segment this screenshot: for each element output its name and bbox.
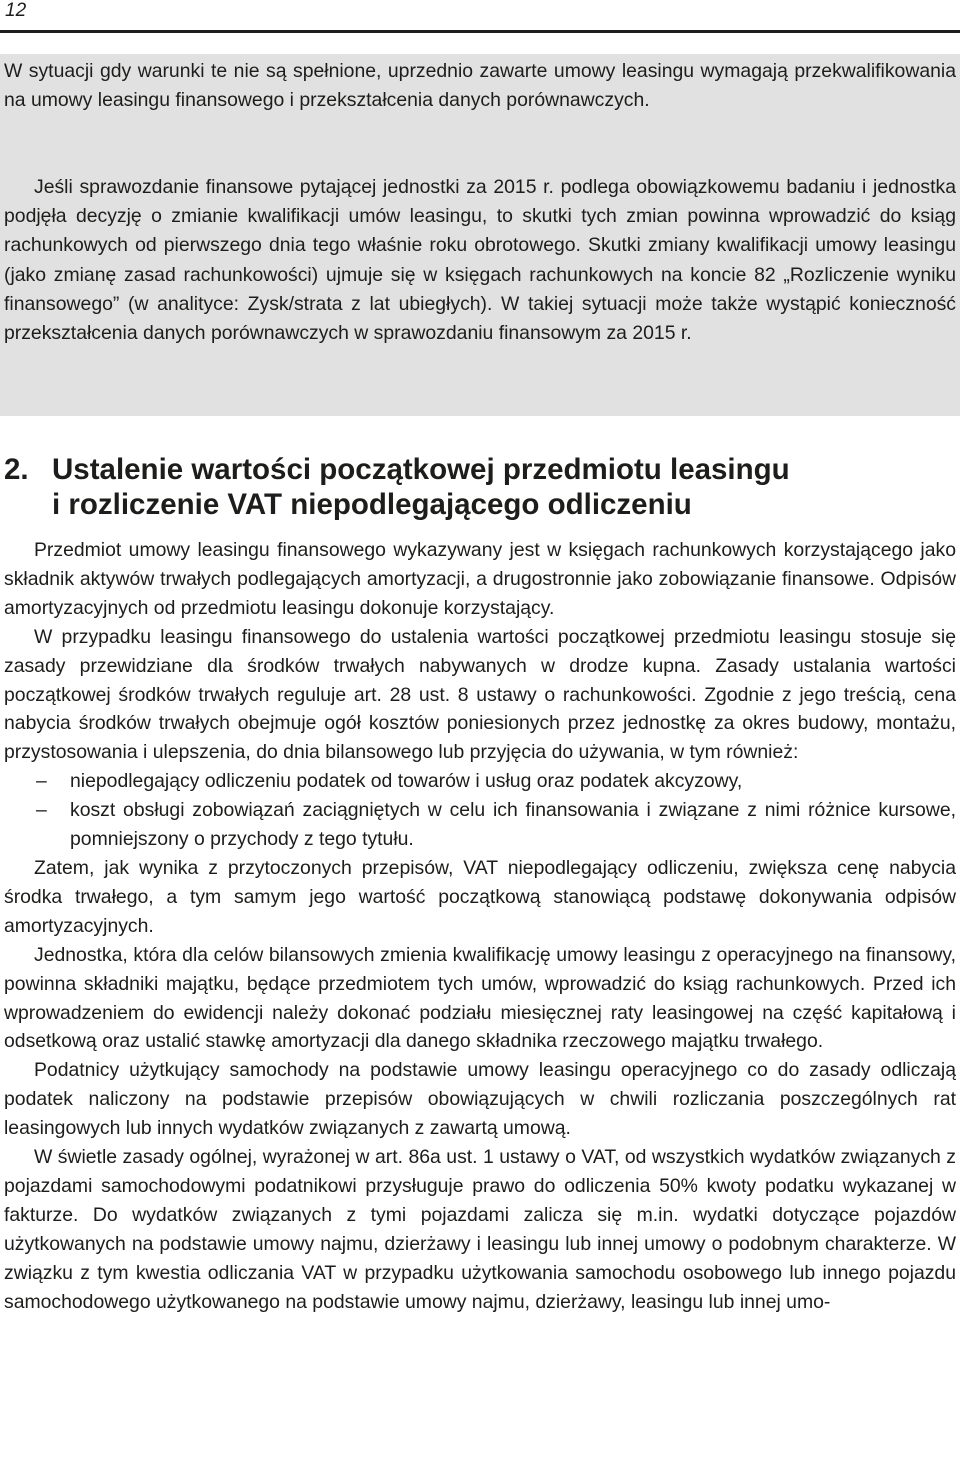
highlight-box (0, 54, 960, 416)
list-item (4, 767, 956, 796)
body-paragraph-3: Zatem, jak wynika z przytoczonych przepisów, VAT niepodlegający odliczeniu, zwiększa cenę nabycia środka trwałego, a tym samym jego wartość początkową stanowiącą podstawę dokonywania odpisów amortyzacyjnych. (4, 856, 956, 937)
section-title-line-2: i rozliczenie VAT niepodlegającego odliczeniu (52, 488, 692, 521)
section-number: 2. (4, 453, 29, 486)
section-title-line-1: Ustalenie wartości początkowej przedmiotu leasingu (52, 453, 790, 486)
list-item (4, 796, 956, 854)
dash-bullet: – (36, 770, 47, 793)
section-heading (4, 452, 956, 522)
body-paragraph-1: Przedmiot umowy leasingu finansowego wykazywany jest w księgach rachunkowych korzystającego jako składnik aktywów trwałych podlegających amortyzacji, a drugostronnie jako zobowiązanie finansowe. Odpisów amortyzacyjnych od przedmiotu leasingu dokonuje korzystający. (4, 539, 956, 619)
box-paragraph-2: Jeśli sprawozdanie finansowe pytającej jednostki za 2015 r. podlega obowiązkowemu badaniu i jednostka podjęła decyzję o zmianie kwalifikacji umów leasingu, to skutki tych zmian powinna wprowadzić do ksiąg rachunkowych od pierwszego dnia tego właśnie roku obrotowego. Skutki zmiany kwalifikacji umowy leasingu (jako zmianę zasad rachunkowości) ujmuje się w księgach rachunkowych na koncie 82 „Rozliczenie wyniku finansowego” (w analityce: Zysk/strata z lat ubiegłych). W takiej sytuacji może także wystąpić konieczność przekształcenia danych porównawczych w sprawozdaniu finansowym za 2015 r. (4, 176, 956, 345)
box-paragraph-1: W sytuacji gdy warunki te nie są spełnione, uprzednio zawarte umowy leasingu wymagają przekwalifikowania na umowy leasingu finansowego i przekształcenia danych porównawczych. (4, 60, 956, 112)
body-paragraph-2: W przypadku leasingu finansowego do ustalenia wartości początkowej przedmiotu leasingu stosuje się zasady przewidziane dla środków trwałych nabywanych w drodze kupna. Zasady ustalania wartości początkowej środków trwałych reguluje art. 28 ust. 8 ustawy o rachunkowości. Zgodnie z jego treścią, cena nabycia środków trwałych obejmuje ogół kosztów poniesionych przez jednostkę za okres budowy, montażu, przystosowania i ulepszenia, do dnia bilansowego lub przyjęcia do używania, w tym również: (4, 625, 956, 764)
list-item-text: koszt obsługi zobowiązań zaciągniętych w celu ich finansowania i związane z nimi różnice kursowe, pomniejszony o przychody z tego tytułu. (70, 799, 956, 851)
header-rule (0, 30, 960, 33)
dash-bullet: – (36, 799, 47, 822)
body-text (4, 536, 956, 1316)
body-paragraph-6: W świetle zasady ogólnej, wyrażonej w art. 86a ust. 1 ustawy o VAT, od wszystkich wydatków związanych z pojazdami samochodowymi podatnikowi przysługuje prawo do odliczenia 50% kwoty podatku wykazanej w fakturze. Do wydatków związanych z tymi pojazdami zalicza się m.in. wydatki dotyczące pojazdów użytkowanych na podstawie umowy najmu, dzierżawy i leasingu lub innej umowy o podobnym charakterze. W związku z tym kwestia odliczania VAT w przypadku użytkowania samochodu osobowego lub innego pojazdu samochodowego użytkowanego na podstawie umowy najmu, dzierżawy, leasingu lub innej umo- (4, 1146, 956, 1313)
list-item-text: niepodlegający odliczeniu podatek od towarów i usług oraz podatek akcyzowy, (70, 770, 743, 793)
body-paragraph-5: Podatnicy użytkujący samochody na podstawie umowy leasingu operacyjnego co do zasady odliczają podatek naliczony na podstawie przepisów obowiązujących w chwili rozliczania poszczególnych rat leasingowych lub innych wydatków związanych z zawartą umową. (4, 1059, 956, 1140)
page-number: 12 (5, 0, 27, 21)
body-paragraph-4: Jednostka, która dla celów bilansowych zmienia kwalifikację umowy leasingu z operacyjnego na finansowy, powinna składniki majątku, będące przedmiotem tych umów, wprowadzić do ksiąg rachunkowych. Przed ich wprowadzeniem do ewidencji należy dokonać podziału miesięcznej raty leasingowej na część kapitałową i odsetkową oraz ustalić stawkę amortyzacji dla danego składnika rzeczowego majątku trwałego. (4, 943, 956, 1053)
